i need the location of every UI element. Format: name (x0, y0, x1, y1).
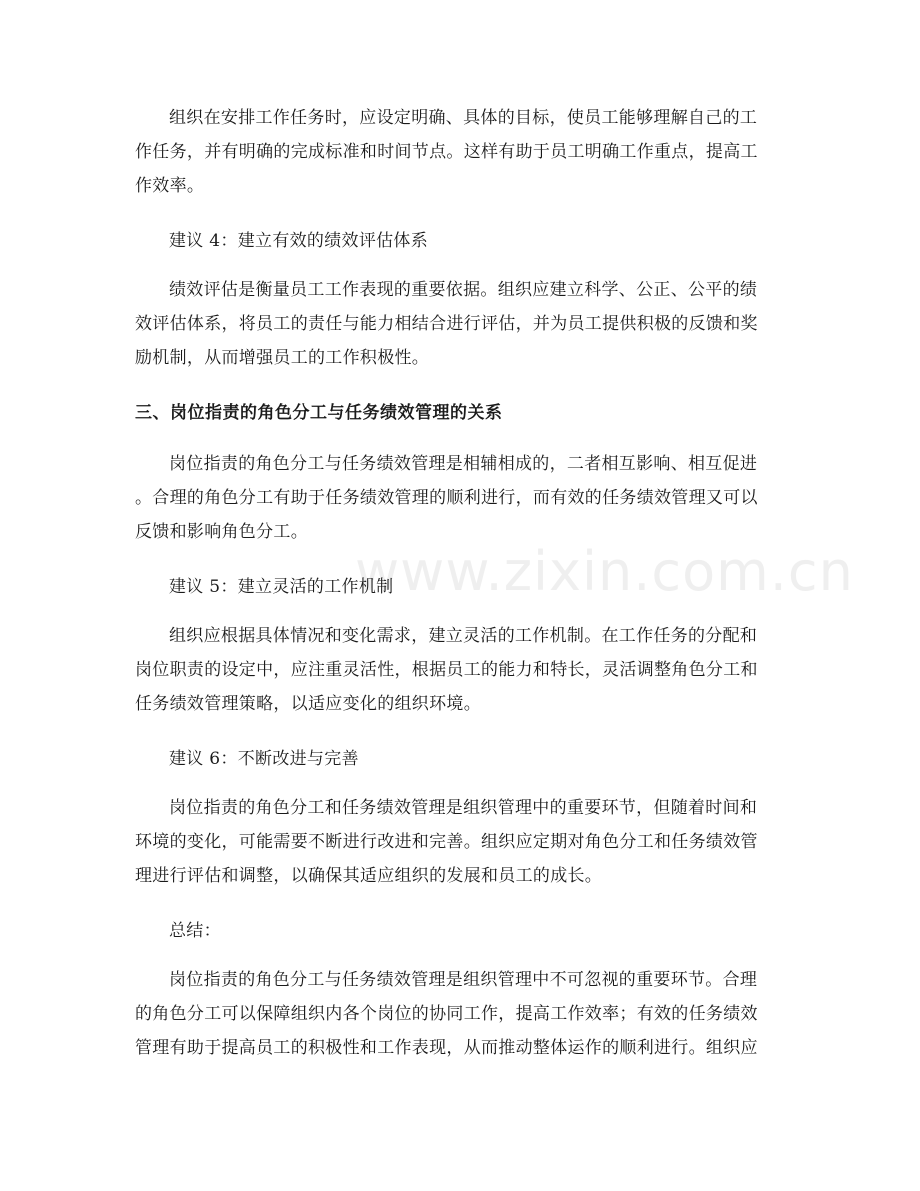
paragraph-relationship (135, 447, 795, 549)
paragraph-continuous-improvement (135, 791, 795, 893)
paragraph-line: 理进行评估和调整，以确保其适应组织的发展和员工的成长。 (135, 866, 603, 886)
paragraph-summary (135, 963, 795, 1065)
paragraph-line: 励机制，从而增强员工的工作积极性。 (135, 348, 430, 368)
paragraph-line: 岗位指责的角色分工与任务绩效管理是相辅相成的，二者相互影响、相互促进 (169, 454, 758, 474)
summary-label: 总结： (169, 921, 221, 941)
paragraph-goals (135, 101, 795, 203)
watermark-text: www.zixin.com.cn (355, 540, 854, 603)
suggestion-4-heading: 建议 4：建立有效的绩效评估体系 (169, 231, 429, 251)
paragraph-line: 反馈和影响角色分工。 (135, 522, 308, 542)
paragraph-line: 效评估体系，将员工的责任与能力相结合进行评估，并为员工提供积极的反馈和奖 (135, 314, 758, 334)
paragraph-line: 岗位职责的设定中，应注重灵活性，根据员工的能力和特长，灵活调整角色分工和 (135, 660, 758, 680)
paragraph-line: 管理有助于提高员工的积极性和工作表现，从而推动整体运作的顺利进行。组织应 (135, 1038, 758, 1058)
paragraph-line: 绩效评估是衡量员工工作表现的重要依据。组织应建立科学、公正、公平的绩 (169, 280, 758, 300)
paragraph-line: 的角色分工可以保障组织内各个岗位的协同工作，提高工作效率；有效的任务绩效 (135, 1004, 758, 1024)
suggestion-6-heading: 建议 6：不断改进与完善 (169, 749, 359, 769)
suggestion-5-heading: 建议 5：建立灵活的工作机制 (169, 577, 394, 597)
paragraph-line: 任务绩效管理策略，以适应变化的组织环境。 (135, 694, 481, 714)
paragraph-line: 。合理的角色分工有助于任务绩效管理的顺利进行，而有效的任务绩效管理又可以 (135, 488, 758, 508)
section-heading-3: 三、岗位指责的角色分工与任务绩效管理的关系 (135, 403, 503, 423)
paragraph-line: 岗位指责的角色分工和任务绩效管理是组织管理中的重要环节，但随着时间和 (169, 798, 758, 818)
paragraph-performance-evaluation (135, 273, 795, 375)
paragraph-line: 岗位指责的角色分工与任务绩效管理是组织管理中不可忽视的重要环节。合理 (169, 970, 758, 990)
paragraph-line: 作任务，并有明确的完成标准和时间节点。这样有助于员工明确工作重点，提高工 (135, 142, 758, 162)
paragraph-line: 组织应根据具体情况和变化需求，建立灵活的工作机制。在工作任务的分配和 (169, 626, 758, 646)
paragraph-line: 环境的变化，可能需要不断进行改进和完善。组织应定期对角色分工和任务绩效管 (135, 832, 758, 852)
paragraph-line: 组织在安排工作任务时，应设定明确、具体的目标，使员工能够理解自己的工 (169, 108, 758, 128)
paragraph-line: 作效率。 (135, 176, 205, 196)
paragraph-flexible-mechanism (135, 619, 795, 721)
